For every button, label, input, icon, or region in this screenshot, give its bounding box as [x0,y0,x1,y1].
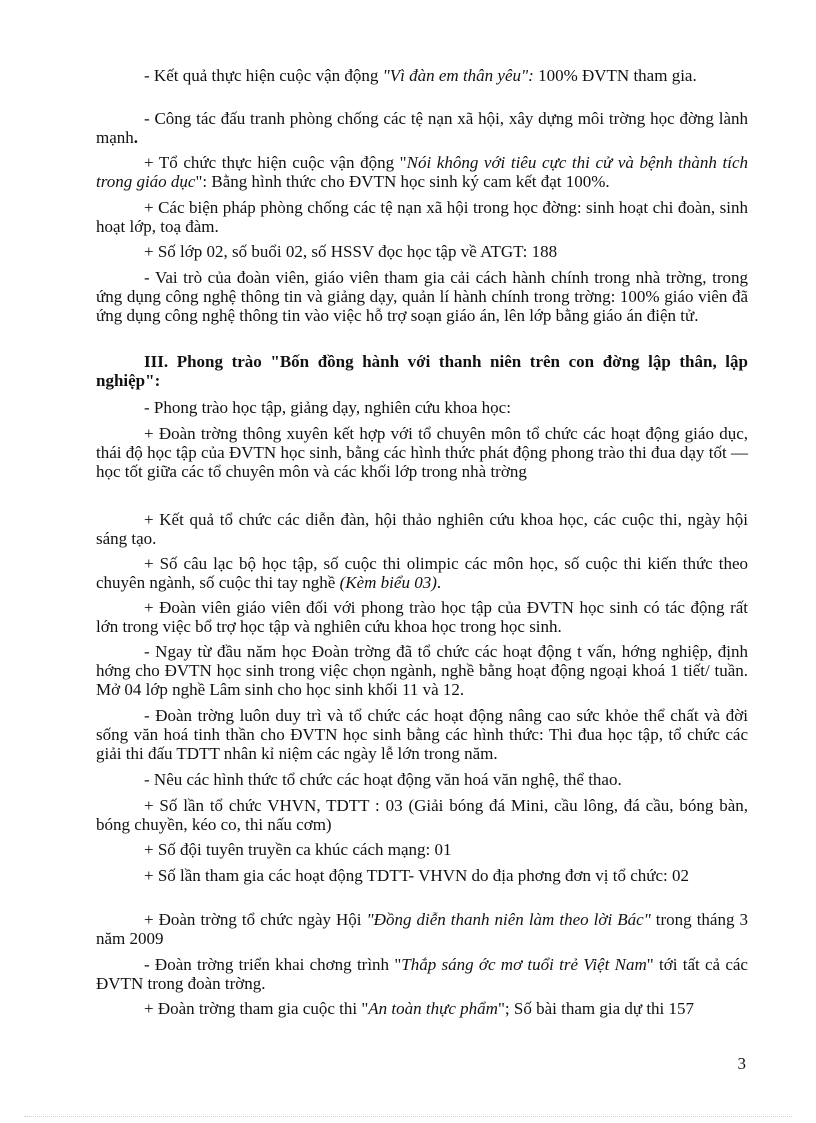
paragraph-10: + Số câu lạc bộ học tập, số cuộc thi olimpic các môn học, số cuộc thi kiến thức theo chuyên ngành, số cuộc thi tay nghề (Kèm biểu 03). [96,554,748,592]
paragraph-18: + Đoàn trờng tổ chức ngày Hội "Đồng diễn thanh niên làm theo lời Bác" trong tháng 3 năm 2009 [96,910,748,948]
paragraph-6: - Vai trò của đoàn viên, giáo viên tham gia cải cách hành chính trong nhà trờng, trong ứng dụng công nghệ thông tin và giảng dạy, quản lí hành chính trong trờng: 100% giáo viên đã ứng dụng công nghệ thông tin vào việc hỗ trợ soạn giáo án, lên lớp bằng giáo án điện tử. [96,268,748,325]
paragraph-14: - Nêu các hình thức tổ chức các hoạt động văn hoá văn nghệ, thể thao. [144,770,622,789]
paragraph-16: + Số đội tuyên truyền ca khúc cách mạng: 01 [144,840,452,859]
paragraph-11: + Đoàn viên giáo viên đối với phong trào học tập của ĐVTN học sinh có tác động rất lớn trong việc bổ trợ học tập và nghiên cứu khoa học trong học sinh. [96,598,748,636]
paragraph-5: + Số lớp 02, số buổi 02, số HSSV đọc học tập về ATGT: 188 [144,242,558,261]
paragraph-8: + Đoàn trờng thông xuyên kết hợp với tổ chuyên môn tổ chức các hoạt động giáo dục, thái độ học tập của ĐVTN học sinh, bằng các hình thức phát động phong trào thi đua dạy tốt — học tốt giữa các tổ chuyên môn và các khối lớp trong nhà trờng [96,424,748,481]
page-border [24,1116,792,1117]
paragraph-19: - Đoàn trờng triển khai chơng trình "Thắp sáng ớc mơ tuổi trẻ Việt Nam" tới tất cả các ĐVTN trong đoàn trờng. [96,955,748,993]
paragraph-20: + Đoàn trờng tham gia cuộc thi "An toàn thực phẩm"; Số bài tham gia dự thi 157 [144,999,695,1018]
paragraph-15: + Số lần tổ chức VHVN, TDTT : 03 (Giải bóng đá Mini, cầu lông, đá cầu, bóng bàn, bóng chuyền, kéo co, thi nấu cơm) [96,796,748,834]
page-number: 3 [737,1054,746,1073]
section-heading: III. Phong trào "Bốn đồng hành với thanh niên trên con đờng lập thân, lập nghiệp": [96,352,748,390]
paragraph-1: - Kết quả thực hiện cuộc vận động "Vì đàn em thân yêu": 100% ĐVTN tham gia. [144,66,697,85]
paragraph-2: - Công tác đấu tranh phòng chống các tệ nạn xã hội, xây dựng môi trờng học đờng lành mạnh. [96,109,748,147]
paragraph-17: + Số lần tham gia các hoạt động TDTT- VHVN do địa phơng đơn vị tổ chức: 02 [144,866,689,885]
paragraph-9: + Kết quả tổ chức các diễn đàn, hội thảo nghiên cứu khoa học, các cuộc thi, ngày hội sáng tạo. [96,510,748,548]
paragraph-13: - Đoàn trờng luôn duy trì và tổ chức các hoạt động nâng cao sức khỏe thể chất và đời sống văn hoá tinh thần cho ĐVTN học sinh bằng các hình thức: Thi đua học tập, tổ chức các giải thi đấu TDTT nhân kỉ niệm các ngày lễ lớn trong năm. [96,706,748,763]
paragraph-7: - Phong trào học tập, giảng dạy, nghiên cứu khoa học: [144,398,511,417]
paragraph-4: + Các biện pháp phòng chống các tệ nạn xã hội trong học đờng: sinh hoạt chi đoàn, sinh hoạt lớp, toạ đàm. [96,198,748,236]
paragraph-3: + Tổ chức thực hiện cuộc vận động "Nói không với tiêu cực thi cử và bệnh thành tích trong giáo dục": Bằng hình thức cho ĐVTN học sinh ký cam kết đạt 100%. [96,153,748,191]
paragraph-12: - Ngay từ đầu năm học Đoàn trờng đã tổ chức các hoạt động t vấn, hớng nghiệp, định hớng cho ĐVTN học sinh trong việc chọn ngành, nghề bằng hoạt động ngoại khoá 1 tiết/ tuần. Mở 04 lớp nghề Lâm sinh cho học sinh khối 11 và 12. [96,642,748,699]
